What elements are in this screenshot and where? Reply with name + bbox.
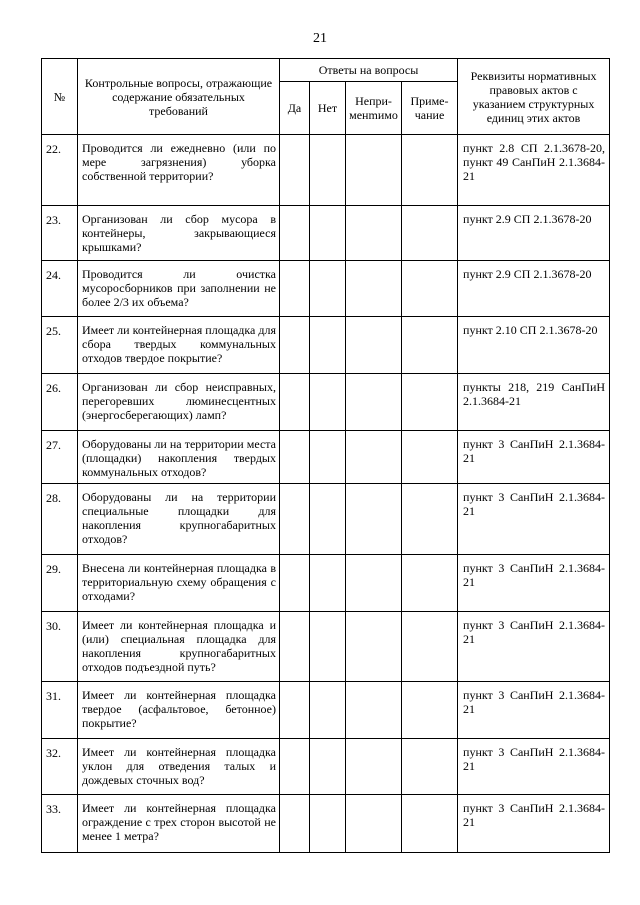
table-row bbox=[42, 739, 610, 795]
table-row bbox=[42, 261, 610, 317]
answer-yes-cell[interactable] bbox=[280, 135, 310, 206]
answer-not-applicable-cell[interactable] bbox=[346, 261, 402, 317]
row-number: 24. bbox=[42, 261, 78, 317]
row-number: 26. bbox=[42, 374, 78, 431]
answer-no-cell[interactable] bbox=[310, 484, 346, 555]
answer-no-cell[interactable] bbox=[310, 739, 346, 795]
row-number: 28. bbox=[42, 484, 78, 555]
answer-not-applicable-cell[interactable] bbox=[346, 682, 402, 739]
row-number: 22. bbox=[42, 135, 78, 206]
row-question: Внесена ли контейнерная площадка в территориальную схему обращения с отходами? bbox=[78, 555, 280, 612]
answer-not-applicable-cell[interactable] bbox=[346, 431, 402, 484]
answer-yes-cell[interactable] bbox=[280, 555, 310, 612]
row-question: Организован ли сбор мусора в контейнеры, закрывающиеся крышками? bbox=[78, 206, 280, 261]
row-reference: пункт 3 СанПиН 2.1.3684-21 bbox=[458, 484, 610, 555]
answer-note-cell[interactable] bbox=[402, 795, 458, 853]
answer-not-applicable-cell[interactable] bbox=[346, 484, 402, 555]
table-row bbox=[42, 682, 610, 739]
row-reference: пункт 2.9 СП 2.1.3678-20 bbox=[458, 261, 610, 317]
row-reference: пункт 3 СанПиН 2.1.3684-21 bbox=[458, 555, 610, 612]
header-note: Приме-чание bbox=[402, 82, 458, 135]
header-question: Контрольные вопросы, отражающие содержание обязательных требований bbox=[78, 59, 280, 135]
table-row bbox=[42, 317, 610, 374]
row-number: 30. bbox=[42, 612, 78, 682]
answer-no-cell[interactable] bbox=[310, 795, 346, 853]
row-number: 31. bbox=[42, 682, 78, 739]
answer-note-cell[interactable] bbox=[402, 612, 458, 682]
row-reference: пункт 3 СанПиН 2.1.3684-21 bbox=[458, 795, 610, 853]
answer-not-applicable-cell[interactable] bbox=[346, 374, 402, 431]
answer-no-cell[interactable] bbox=[310, 317, 346, 374]
row-reference: пункт 3 СанПиН 2.1.3684-21 bbox=[458, 739, 610, 795]
row-question: Имеет ли контейнерная площадка и (или) специальная площадка для накопления крупногабаритных отходов подъездной путь? bbox=[78, 612, 280, 682]
header-no: Нет bbox=[310, 82, 346, 135]
answer-not-applicable-cell[interactable] bbox=[346, 612, 402, 682]
row-reference: пункты 218, 219 СанПиН 2.1.3684-21 bbox=[458, 374, 610, 431]
row-number: 27. bbox=[42, 431, 78, 484]
row-question: Оборудованы ли на территории специальные площадки для накопления крупногабаритных отходов? bbox=[78, 484, 280, 555]
answer-no-cell[interactable] bbox=[310, 431, 346, 484]
answer-not-applicable-cell[interactable] bbox=[346, 795, 402, 853]
table-row bbox=[42, 612, 610, 682]
answer-no-cell[interactable] bbox=[310, 555, 346, 612]
answer-no-cell[interactable] bbox=[310, 682, 346, 739]
row-number: 23. bbox=[42, 206, 78, 261]
table-row bbox=[42, 484, 610, 555]
answer-not-applicable-cell[interactable] bbox=[346, 206, 402, 261]
row-question: Имеет ли контейнерная площадка ограждение с трех сторон высотой не менее 1 метра? bbox=[78, 795, 280, 853]
table-row bbox=[42, 555, 610, 612]
row-question: Оборудованы ли на территории места (площадки) накопления твердых коммунальных отходов? bbox=[78, 431, 280, 484]
answer-note-cell[interactable] bbox=[402, 431, 458, 484]
row-question: Проводится ли очистка мусоросборников при заполнении не более 2/3 их объема? bbox=[78, 261, 280, 317]
checklist-table bbox=[41, 58, 610, 853]
answer-yes-cell[interactable] bbox=[280, 206, 310, 261]
row-reference: пункт 3 СанПиН 2.1.3684-21 bbox=[458, 612, 610, 682]
answer-yes-cell[interactable] bbox=[280, 261, 310, 317]
answer-yes-cell[interactable] bbox=[280, 612, 310, 682]
row-reference: пункт 3 СанПиН 2.1.3684-21 bbox=[458, 431, 610, 484]
answer-not-applicable-cell[interactable] bbox=[346, 135, 402, 206]
row-question: Имеет ли контейнерная площадка уклон для отведения талых и дождевых сточных вод? bbox=[78, 739, 280, 795]
answer-no-cell[interactable] bbox=[310, 612, 346, 682]
answer-yes-cell[interactable] bbox=[280, 682, 310, 739]
answer-no-cell[interactable] bbox=[310, 206, 346, 261]
answer-note-cell[interactable] bbox=[402, 484, 458, 555]
answer-note-cell[interactable] bbox=[402, 317, 458, 374]
row-question: Организован ли сбор неисправных, перегоревших люминесцентных (энергосберегающих) ламп? bbox=[78, 374, 280, 431]
answer-note-cell[interactable] bbox=[402, 135, 458, 206]
table-row bbox=[42, 206, 610, 261]
header-not-applicable: Непри-менmимо bbox=[346, 82, 402, 135]
answer-note-cell[interactable] bbox=[402, 374, 458, 431]
header-references: Реквизиты нормативных правовых актов с указанием структурных единиц этих актов bbox=[458, 59, 610, 135]
answer-no-cell[interactable] bbox=[310, 374, 346, 431]
table-row bbox=[42, 431, 610, 484]
answer-no-cell[interactable] bbox=[310, 135, 346, 206]
header-num: № bbox=[42, 59, 78, 135]
row-question: Имеет ли контейнерная площадка для сбора твердых коммунальных отходов твердое покрытие? bbox=[78, 317, 280, 374]
table-row bbox=[42, 135, 610, 206]
table-row bbox=[42, 795, 610, 853]
table-row bbox=[42, 374, 610, 431]
row-number: 29. bbox=[42, 555, 78, 612]
answer-note-cell[interactable] bbox=[402, 206, 458, 261]
row-number: 33. bbox=[42, 795, 78, 853]
answer-note-cell[interactable] bbox=[402, 739, 458, 795]
row-number: 32. bbox=[42, 739, 78, 795]
answer-yes-cell[interactable] bbox=[280, 317, 310, 374]
page-number: 21 bbox=[313, 31, 327, 46]
answer-not-applicable-cell[interactable] bbox=[346, 555, 402, 612]
answer-no-cell[interactable] bbox=[310, 261, 346, 317]
row-reference: пункт 2.8 СП 2.1.3678-20, пункт 49 СанПиН 2.1.3684-21 bbox=[458, 135, 610, 206]
answer-yes-cell[interactable] bbox=[280, 739, 310, 795]
answer-yes-cell[interactable] bbox=[280, 795, 310, 853]
answer-yes-cell[interactable] bbox=[280, 484, 310, 555]
row-question: Имеет ли контейнерная площадка твердое (асфальтовое, бетонное) покрытие? bbox=[78, 682, 280, 739]
row-reference: пункт 3 СанПиН 2.1.3684-21 bbox=[458, 682, 610, 739]
row-reference: пункт 2.10 СП 2.1.3678-20 bbox=[458, 317, 610, 374]
answer-note-cell[interactable] bbox=[402, 555, 458, 612]
row-question: Проводится ли ежедневно (или по мере загрязнения) уборка собственной территории? bbox=[78, 135, 280, 206]
row-number: 25. bbox=[42, 317, 78, 374]
answer-yes-cell[interactable] bbox=[280, 431, 310, 484]
answer-not-applicable-cell[interactable] bbox=[346, 739, 402, 795]
header-yes: Да bbox=[280, 82, 310, 135]
answer-not-applicable-cell[interactable] bbox=[346, 317, 402, 374]
answer-yes-cell[interactable] bbox=[280, 374, 310, 431]
header-answers: Ответы на вопросы bbox=[280, 59, 458, 82]
answer-note-cell[interactable] bbox=[402, 261, 458, 317]
row-reference: пункт 2.9 СП 2.1.3678-20 bbox=[458, 206, 610, 261]
answer-note-cell[interactable] bbox=[402, 682, 458, 739]
